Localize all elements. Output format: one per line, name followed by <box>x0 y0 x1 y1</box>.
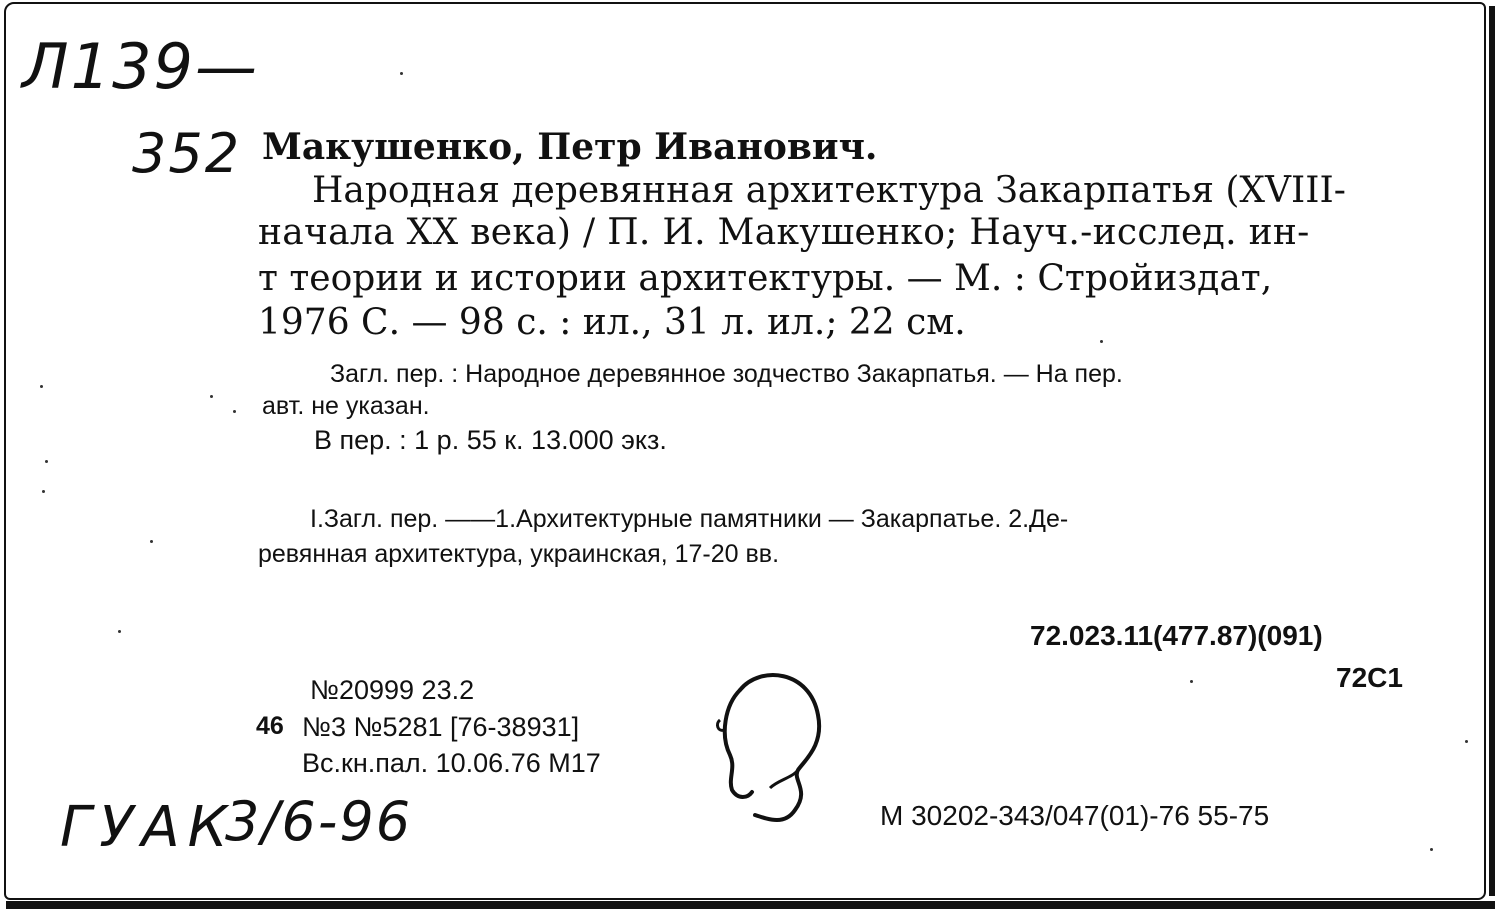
speckle <box>400 72 403 75</box>
speckle <box>1465 740 1468 743</box>
footer-line-2: №3 №5281 [76-38931] <box>302 712 580 742</box>
bbk-index: 72С1 <box>1336 662 1403 693</box>
publisher-code: М 30202-343/047(01)-76 55-75 <box>880 800 1270 831</box>
card-shadow-bottom <box>6 901 1495 909</box>
tracing-line-2: ревянная архитектура, украинская, 17-20 вв. <box>258 540 780 568</box>
speckle <box>233 410 236 413</box>
title-line-3: т теории и истории архитектуры. — М. : Стройиздат, <box>258 258 1273 299</box>
note-line-1: Загл. пер. : Народное деревянное зодчество Закарпатья. — На пер. <box>330 360 1123 388</box>
shelf-mark-2: 352 <box>132 122 242 185</box>
speckle <box>42 490 45 493</box>
price-line: В пер. : 1 р. 55 к. 13.000 экз. <box>314 425 667 455</box>
speckle <box>40 385 43 388</box>
inventory-date: 3/6-96 <box>225 790 413 853</box>
shelf-mark-1: Л139— <box>22 30 259 103</box>
footer-line-3: Вс.кн.пал. 10.06.76 М17 <box>302 748 601 778</box>
speckle <box>210 395 213 398</box>
speckle <box>150 540 153 543</box>
title-line-2: начала XX века) / П. И. Макушенко; Науч.-исслед. ин- <box>258 212 1310 253</box>
doodle-mark <box>700 660 830 835</box>
tracing-line-1: I.Загл. пер. ——1.Архитектурные памятники — Закарпатье. 2.Де- <box>310 505 1069 533</box>
card-shadow-right <box>1489 6 1495 896</box>
footer-prefix: 46 <box>256 712 284 740</box>
title-line-4: 1976 С. — 98 с. : ил., 31 л. ил.; 22 см. <box>258 302 966 343</box>
author-heading: Макушенко, Петр Иванович. <box>262 126 878 168</box>
speckle <box>118 630 121 633</box>
note-line-2: авт. не указан. <box>262 392 430 420</box>
speckle <box>1430 848 1433 851</box>
speckle <box>1190 680 1193 683</box>
speckle <box>1100 340 1103 343</box>
speckle <box>45 460 48 463</box>
title-line-1: Народная деревянная архитектура Закарпатья (XVIII- <box>312 170 1346 211</box>
card-number: №20999 23.2 <box>310 675 475 705</box>
inventory-mark: ГУАК <box>60 795 236 860</box>
udc-index: 72.023.11(477.87)(091) <box>1030 620 1323 651</box>
